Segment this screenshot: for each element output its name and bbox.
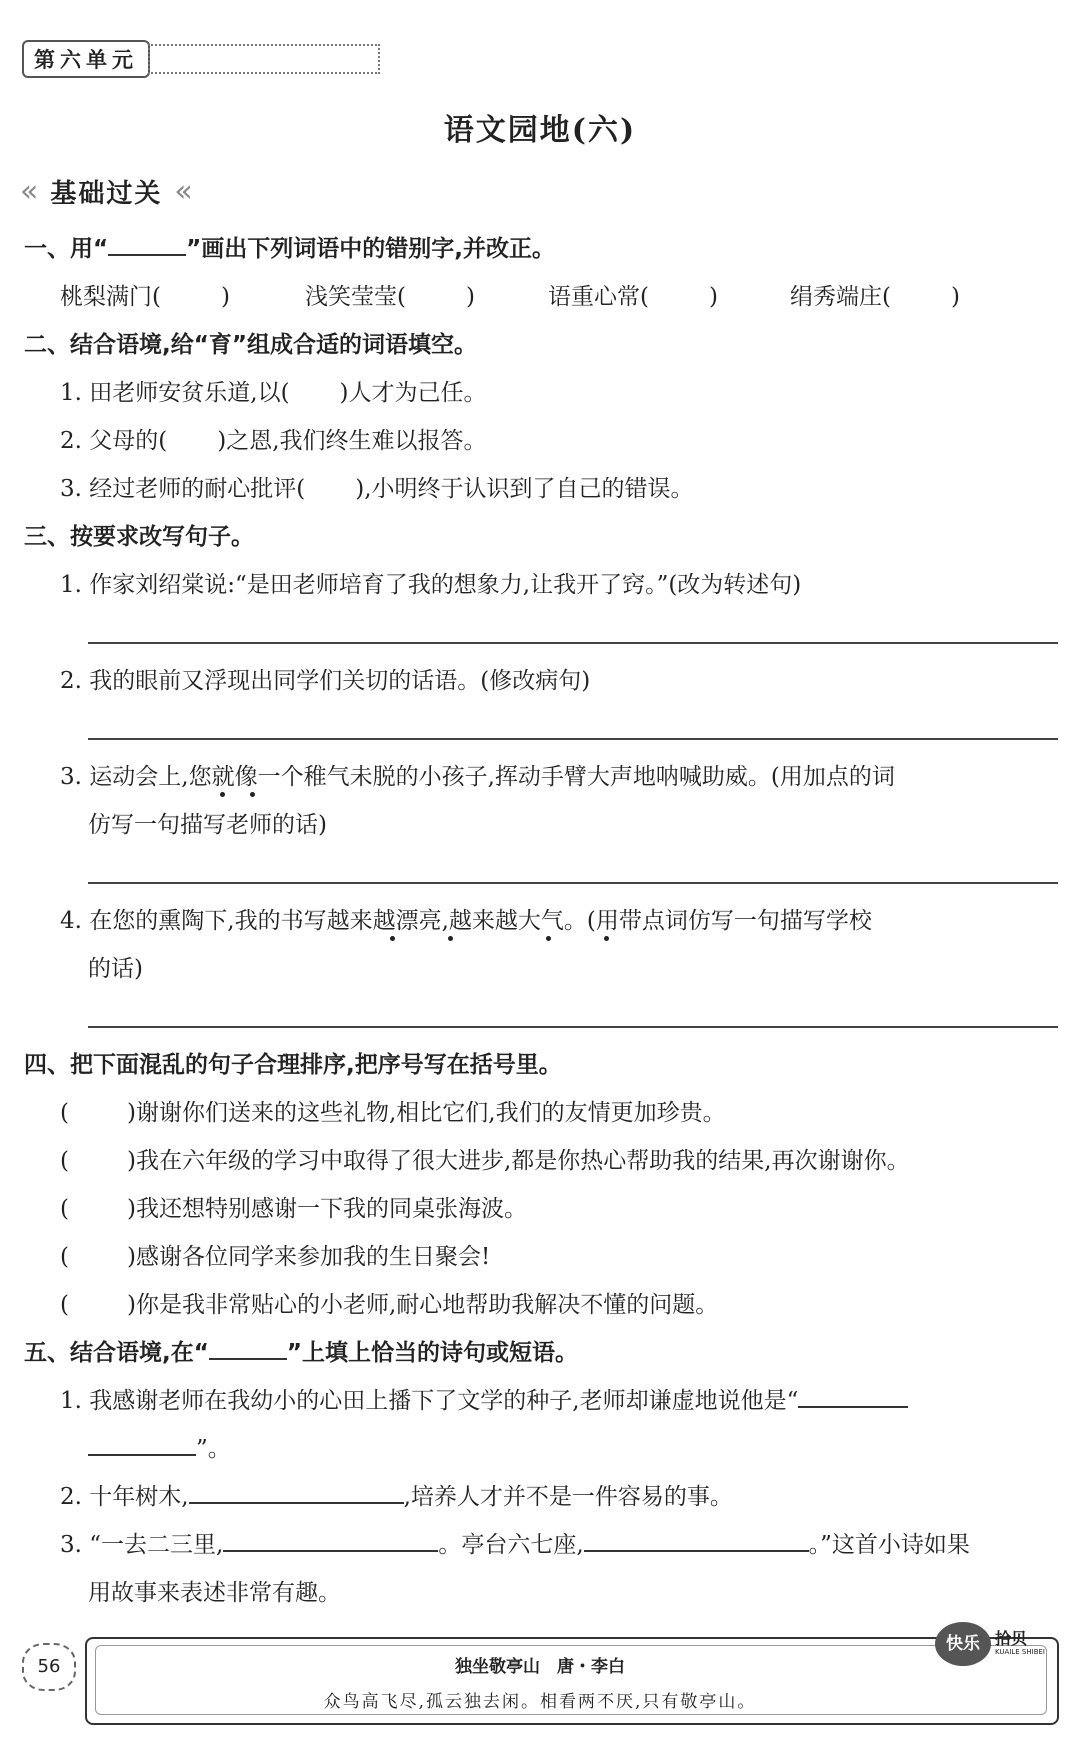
logo-badge: 快乐 xyxy=(935,1622,991,1666)
q1-head-pre: 一、用“ xyxy=(24,236,109,262)
emphasis-dot xyxy=(250,792,255,797)
answer-line-2[interactable] xyxy=(88,738,1058,740)
q3-sentence-4a: 4. 在您的熏陶下,我的书写越来越漂亮,越来越大气。(用带点词仿写一句描写学校 xyxy=(60,908,872,934)
q1-item-2[interactable]: 浅笑莹莹( ) xyxy=(305,284,475,310)
fill-blank[interactable] xyxy=(88,1432,196,1456)
q3-sentence-2: 2. 我的眼前又浮现出同学们关切的话语。(修改病句) xyxy=(60,668,591,694)
unit-tag: 第六单元 xyxy=(22,40,150,78)
q1-item-1[interactable]: 桃梨满门( ) xyxy=(60,284,230,310)
emphasis-dot xyxy=(546,936,551,941)
q2-item-3[interactable]: 3. 经过老师的耐心批评( ),小明终于认识到了自己的错误。 xyxy=(60,476,694,502)
q5-sentence-3a: 3. “一去二三里, 。亭台六七座, 。”这首小诗如果 xyxy=(60,1526,970,1559)
brand-logo xyxy=(935,1622,1065,1666)
q1-item-3[interactable]: 语重心常( ) xyxy=(548,284,718,310)
fill-blank[interactable] xyxy=(223,1528,438,1552)
logo-pinyin: KUAILE SHIBEI xyxy=(995,1648,1045,1656)
q3-sentence-4b: 的话) xyxy=(88,956,143,982)
q5-head-post: ”上填上恰当的诗句或短语。 xyxy=(286,1340,578,1366)
page-title: 语文园地(六) xyxy=(443,113,637,148)
question-4-heading: 四、把下面混乱的句子合理排序,把序号写在括号里。 xyxy=(24,1052,562,1078)
emphasis-dot xyxy=(448,936,453,941)
section-banner xyxy=(20,170,193,212)
q5-underline-sample xyxy=(209,1336,287,1360)
poem-text: 众鸟高飞尽,孤云独去闲。相看两不厌,只有敬亭山。 xyxy=(323,1692,757,1712)
question-2-heading: 二、结合语境,给“育”组成合适的词语填空。 xyxy=(24,332,477,358)
question-1-heading xyxy=(24,230,555,263)
left-chevron-icon: « xyxy=(20,173,39,209)
page-number: 56 xyxy=(22,1643,76,1691)
q3-sentence-1: 1. 作家刘绍棠说:“是田老师培育了我的想象力,让我开了窍。”(改为转述句) xyxy=(60,572,802,598)
q2-item-2[interactable]: 2. 父母的( )之恩,我们终生难以报答。 xyxy=(60,428,487,454)
q1-underline-sample xyxy=(108,232,186,256)
q4-item-2[interactable]: ( )我在六年级的学习中取得了很大进步,都是你热心帮助我的结果,再次谢谢你。 xyxy=(60,1148,910,1174)
banner-label: 基础过关 xyxy=(50,178,163,209)
q4-item-5[interactable]: ( )你是我非常贴心的小老师,耐心地帮助我解决不懂的问题。 xyxy=(60,1292,719,1318)
unit-dotted-box xyxy=(148,44,380,74)
emphasis-dot xyxy=(390,936,395,941)
q5-head-pre: 五、结合语境,在“ xyxy=(24,1340,209,1366)
q5-sentence-2: 2. 十年树木, ,培养人才并不是一件容易的事。 xyxy=(60,1478,733,1511)
q5-sentence-3b: 用故事来表述非常有趣。 xyxy=(88,1580,341,1606)
fill-blank[interactable] xyxy=(798,1384,908,1408)
q4-item-3[interactable]: ( )我还想特别感谢一下我的同桌张海波。 xyxy=(60,1196,527,1222)
emphasis-dot xyxy=(604,936,609,941)
q1-item-4[interactable]: 绢秀端庄( ) xyxy=(790,284,960,310)
fill-blank[interactable] xyxy=(584,1528,809,1552)
q4-item-1[interactable]: ( )谢谢你们送来的这些礼物,相比它们,我们的友情更加珍贵。 xyxy=(60,1100,726,1126)
answer-line-4[interactable] xyxy=(88,1026,1058,1028)
fill-blank[interactable] xyxy=(189,1480,404,1504)
logo-text: 拾贝 xyxy=(995,1629,1028,1648)
q5-sentence-1a: 1. 我感谢老师在我幼小的心田上播下了文学的种子,老师却谦虚地说他是“ xyxy=(60,1382,908,1415)
q5-sentence-1b: ”。 xyxy=(88,1430,231,1463)
q3-sentence-3b: 仿写一句描写老师的话) xyxy=(88,812,327,838)
q2-item-1[interactable]: 1. 田老师安贫乐道,以( )人才为己任。 xyxy=(60,380,487,406)
right-chevron-icon: « xyxy=(174,173,193,209)
question-3-heading: 三、按要求改写句子。 xyxy=(24,524,254,550)
question-5-heading xyxy=(24,1334,578,1367)
answer-line-1[interactable] xyxy=(88,642,1058,644)
q1-head-post: ”画出下列词语中的错别字,并改正。 xyxy=(186,236,555,262)
answer-line-3[interactable] xyxy=(88,882,1058,884)
poem-title: 独坐敬亭山 唐・李白 xyxy=(455,1657,625,1677)
q3-sentence-3a: 3. 运动会上,您就像一个稚气未脱的小孩子,挥动手臂大声地呐喊助威。(用加点的词 xyxy=(60,764,895,790)
emphasis-dot xyxy=(220,792,225,797)
q4-item-4[interactable]: ( )感谢各位同学来参加我的生日聚会! xyxy=(60,1244,491,1270)
